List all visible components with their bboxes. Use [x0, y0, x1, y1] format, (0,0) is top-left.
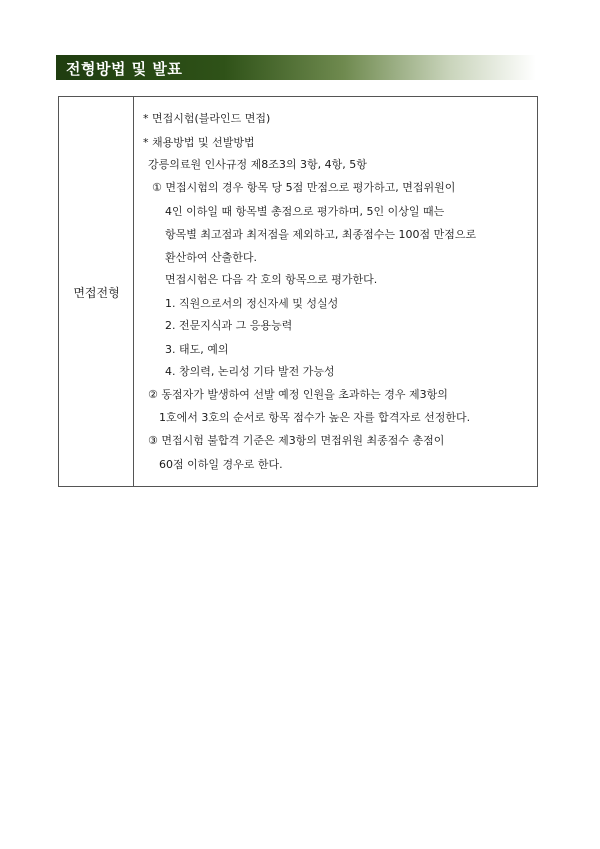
section-title-bar	[56, 55, 536, 80]
content-line: ① 면접시험의 경우 항목 당 5점 만점으로 평가하고, 면접위원이	[152, 181, 456, 194]
content-line: 3. 태도, 예의	[165, 343, 229, 356]
row-label-cell	[59, 97, 134, 486]
content-line: 4인 이하일 때 항목별 총점으로 평가하며, 5인 이상일 때는	[165, 205, 445, 218]
section-title: 전형방법 및 발표	[66, 60, 183, 78]
content-line: * 면접시험(블라인드 면접)	[143, 112, 271, 125]
content-line: 2. 전문지식과 그 응용능력	[165, 319, 293, 332]
content-line: * 채용방법 및 선발방법	[143, 136, 255, 149]
content-line: ② 동점자가 발생하여 선발 예정 인원을 초과하는 경우 제3항의	[148, 388, 448, 401]
content-line: 1. 직원으로서의 정신자세 및 성실성	[165, 297, 339, 310]
content-line: 면접시험은 다음 각 호의 항목으로 평가한다.	[165, 273, 378, 286]
content-line: 강릉의료원 인사규정 제8조3의 3항, 4항, 5항	[148, 158, 367, 171]
row-content-cell	[135, 97, 537, 486]
content-line: 환산하여 산출한다.	[165, 251, 258, 264]
screening-table	[58, 96, 538, 487]
content-line: 4. 창의력, 논리성 기타 발전 가능성	[165, 365, 335, 378]
content-line: 60점 이하일 경우로 한다.	[159, 458, 283, 471]
content-line: 1호에서 3호의 순서로 항목 점수가 높은 자를 합격자로 선정한다.	[159, 411, 471, 424]
content-line: ③ 면접시험 불합격 기준은 제3항의 면접위원 최종점수 총점이	[148, 434, 445, 447]
content-line: 항목별 최고점과 최저점을 제외하고, 최종점수는 100점 만점으로	[165, 228, 477, 241]
row-label: 면접전형	[73, 286, 120, 300]
